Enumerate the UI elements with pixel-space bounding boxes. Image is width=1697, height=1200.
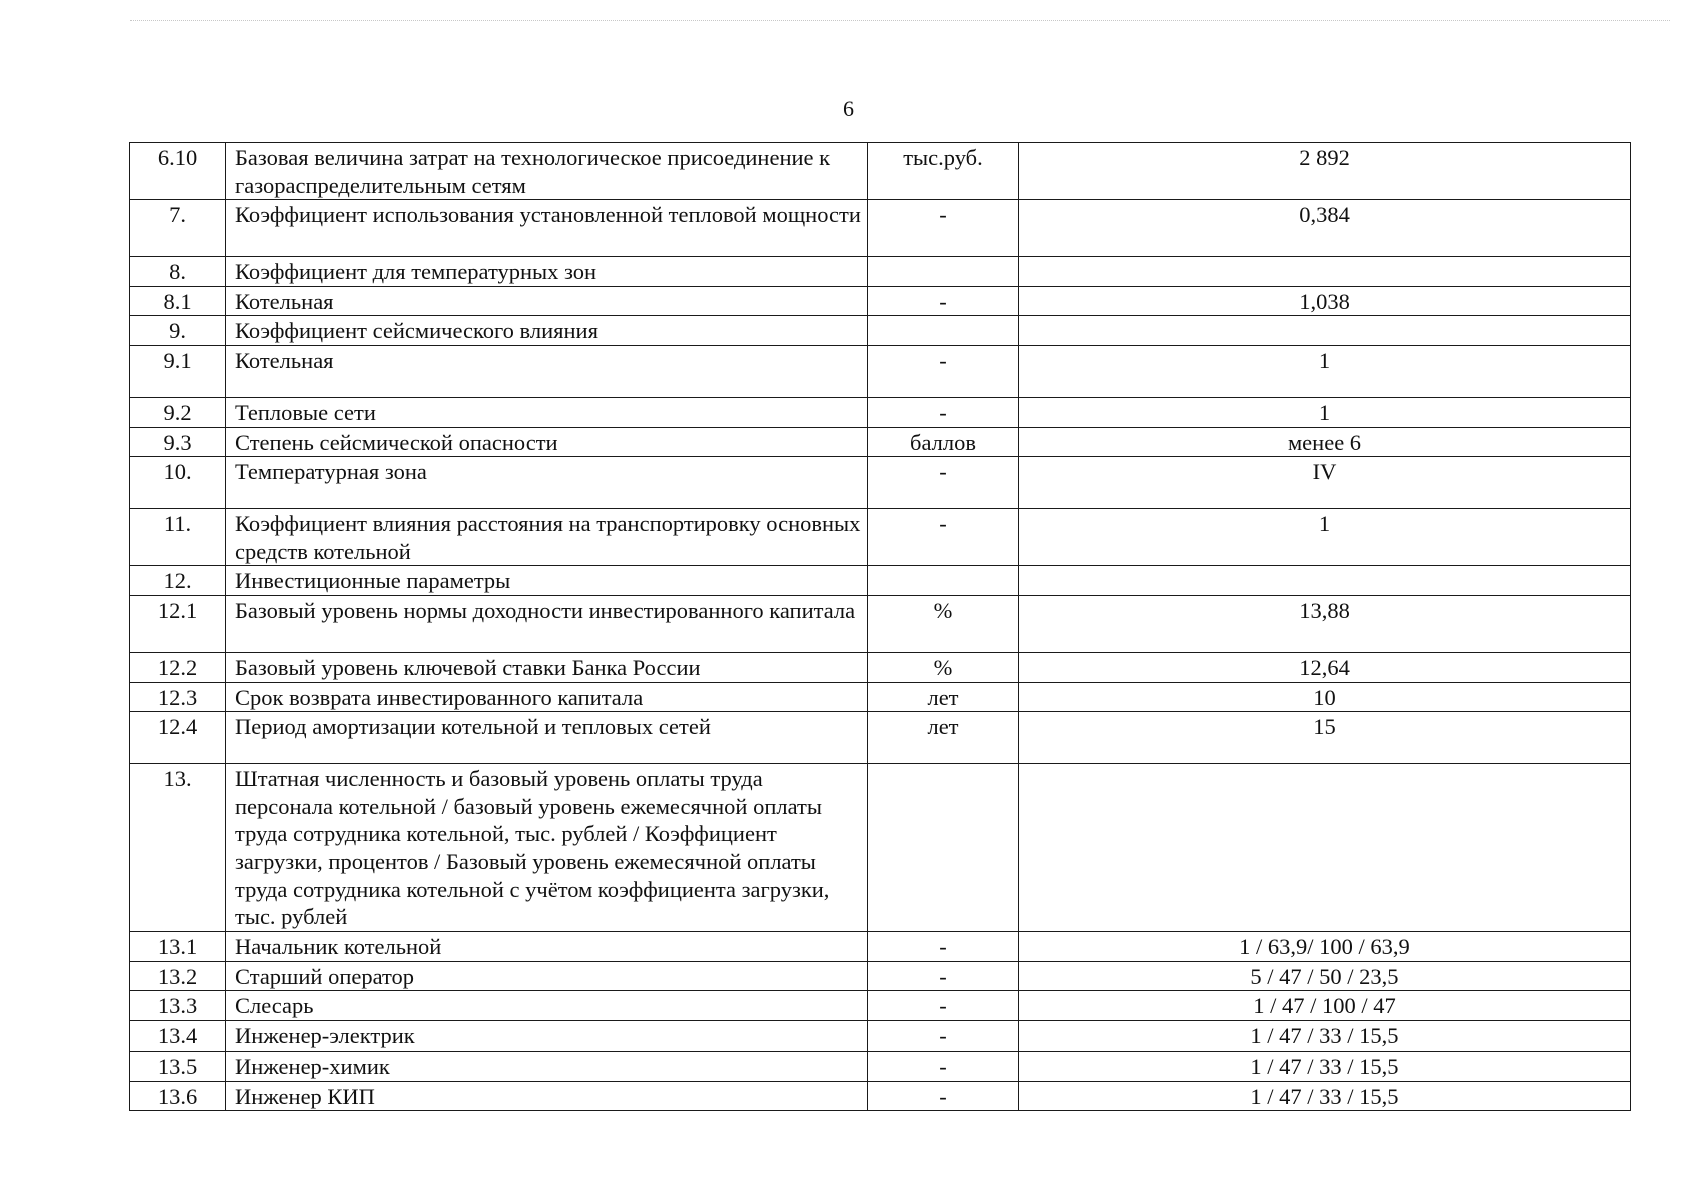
value: 1,038: [1019, 286, 1631, 316]
parameter-name: Базовый уровень нормы доходности инвестированного капитала: [226, 595, 868, 652]
unit: лет: [868, 682, 1019, 712]
value: [1019, 566, 1631, 596]
parameter-name: Инженер-химик: [226, 1051, 868, 1081]
parameter-name: Срок возврата инвестированного капитала: [226, 682, 868, 712]
unit: [868, 764, 1019, 932]
parameters-table-body: [130, 143, 1631, 1111]
value: [1019, 257, 1631, 287]
scan-edge-artifact: [130, 20, 1670, 22]
row-number: 12.4: [130, 712, 226, 764]
value: 1: [1019, 345, 1631, 397]
parameter-name: Температурная зона: [226, 457, 868, 509]
value: 1 / 47 / 33 / 15,5: [1019, 1051, 1631, 1081]
parameter-name: Коэффициент сейсмического влияния: [226, 316, 868, 346]
value: 2 892: [1019, 143, 1631, 200]
parameter-name: Начальник котельной: [226, 932, 868, 962]
unit: баллов: [868, 427, 1019, 457]
unit: -: [868, 200, 1019, 257]
row-number: 13.1: [130, 932, 226, 962]
row-number: 9.3: [130, 427, 226, 457]
table-row: [130, 595, 1631, 652]
table-row: [130, 566, 1631, 596]
table-row: [130, 682, 1631, 712]
table-row: [130, 961, 1631, 991]
unit: -: [868, 345, 1019, 397]
parameters-table: [129, 142, 1631, 1111]
parameter-name: Коэффициент для температурных зон: [226, 257, 868, 287]
parameter-name: Базовая величина затрат на технологическое присоединение к газораспределительным сетям: [226, 143, 868, 200]
value: IV: [1019, 457, 1631, 509]
parameter-name: Инвестиционные параметры: [226, 566, 868, 596]
row-number: 12.3: [130, 682, 226, 712]
table-row: [130, 991, 1631, 1021]
value: [1019, 316, 1631, 346]
value: 1 / 47 / 33 / 15,5: [1019, 1020, 1631, 1051]
unit: [868, 316, 1019, 346]
value: 10: [1019, 682, 1631, 712]
value: 0,384: [1019, 200, 1631, 257]
parameter-name: Степень сейсмической опасности: [226, 427, 868, 457]
row-number: 13.2: [130, 961, 226, 991]
unit: [868, 566, 1019, 596]
parameter-name: Период амортизации котельной и тепловых сетей: [226, 712, 868, 764]
unit: тыс.руб.: [868, 143, 1019, 200]
row-number: 9.2: [130, 397, 226, 427]
unit: -: [868, 1051, 1019, 1081]
row-number: 12.1: [130, 595, 226, 652]
table-row: [130, 764, 1631, 932]
unit: -: [868, 397, 1019, 427]
value: [1019, 764, 1631, 932]
unit: -: [868, 509, 1019, 566]
table-row: [130, 257, 1631, 287]
table-row: [130, 316, 1631, 346]
row-number: 11.: [130, 509, 226, 566]
unit: -: [868, 1020, 1019, 1051]
parameter-name: Котельная: [226, 345, 868, 397]
parameter-name: Тепловые сети: [226, 397, 868, 427]
parameter-name: Инженер-электрик: [226, 1020, 868, 1051]
row-number: 13.6: [130, 1081, 226, 1111]
table-row: [130, 712, 1631, 764]
page-number: 6: [843, 96, 854, 121]
unit: -: [868, 991, 1019, 1021]
unit: %: [868, 595, 1019, 652]
value: 1 / 47 / 100 / 47: [1019, 991, 1631, 1021]
table-row: [130, 397, 1631, 427]
parameter-name: Инженер КИП: [226, 1081, 868, 1111]
row-number: 9.: [130, 316, 226, 346]
row-number: 8.1: [130, 286, 226, 316]
parameter-name: Коэффициент использования установленной тепловой мощности: [226, 200, 868, 257]
parameter-name: Коэффициент влияния расстояния на транспортировку основных средств котельной: [226, 509, 868, 566]
row-number: 13.: [130, 764, 226, 932]
value: 5 / 47 / 50 / 23,5: [1019, 961, 1631, 991]
row-number: 7.: [130, 200, 226, 257]
unit: -: [868, 961, 1019, 991]
parameter-name: Слесарь: [226, 991, 868, 1021]
table-row: [130, 427, 1631, 457]
parameter-name: Старший оператор: [226, 961, 868, 991]
unit: -: [868, 1081, 1019, 1111]
table-row: [130, 1081, 1631, 1111]
table-row: [130, 1020, 1631, 1051]
row-number: 13.5: [130, 1051, 226, 1081]
unit: -: [868, 286, 1019, 316]
unit: %: [868, 652, 1019, 682]
table-row: [130, 286, 1631, 316]
row-number: 13.4: [130, 1020, 226, 1051]
unit: -: [868, 932, 1019, 962]
parameter-name: Штатная численность и базовый уровень оплаты труда персонала котельной / базовый уровень ежемесячной оплаты труда сотрудника котельной, тыс. рублей / Коэффициент загрузки, процентов / Базовый уровень ежемесячной оплаты труда сотрудника котельной с учётом коэффициента загрузки, тыс. рублей: [226, 764, 868, 932]
table-row: [130, 1051, 1631, 1081]
table-row: [130, 345, 1631, 397]
row-number: 9.1: [130, 345, 226, 397]
row-number: 10.: [130, 457, 226, 509]
unit: -: [868, 457, 1019, 509]
parameter-name: Базовый уровень ключевой ставки Банка России: [226, 652, 868, 682]
table-row: [130, 200, 1631, 257]
value: 15: [1019, 712, 1631, 764]
row-number: 8.: [130, 257, 226, 287]
table-row: [130, 932, 1631, 962]
row-number: 12.: [130, 566, 226, 596]
row-number: 6.10: [130, 143, 226, 200]
value: 1 / 63,9/ 100 / 63,9: [1019, 932, 1631, 962]
unit: лет: [868, 712, 1019, 764]
table-row: [130, 143, 1631, 200]
value: 12,64: [1019, 652, 1631, 682]
value: 13,88: [1019, 595, 1631, 652]
value: менее 6: [1019, 427, 1631, 457]
unit: [868, 257, 1019, 287]
table-row: [130, 457, 1631, 509]
value: 1 / 47 / 33 / 15,5: [1019, 1081, 1631, 1111]
parameter-name: Котельная: [226, 286, 868, 316]
row-number: 12.2: [130, 652, 226, 682]
value: 1: [1019, 397, 1631, 427]
table-row: [130, 509, 1631, 566]
table-row: [130, 652, 1631, 682]
value: 1: [1019, 509, 1631, 566]
row-number: 13.3: [130, 991, 226, 1021]
